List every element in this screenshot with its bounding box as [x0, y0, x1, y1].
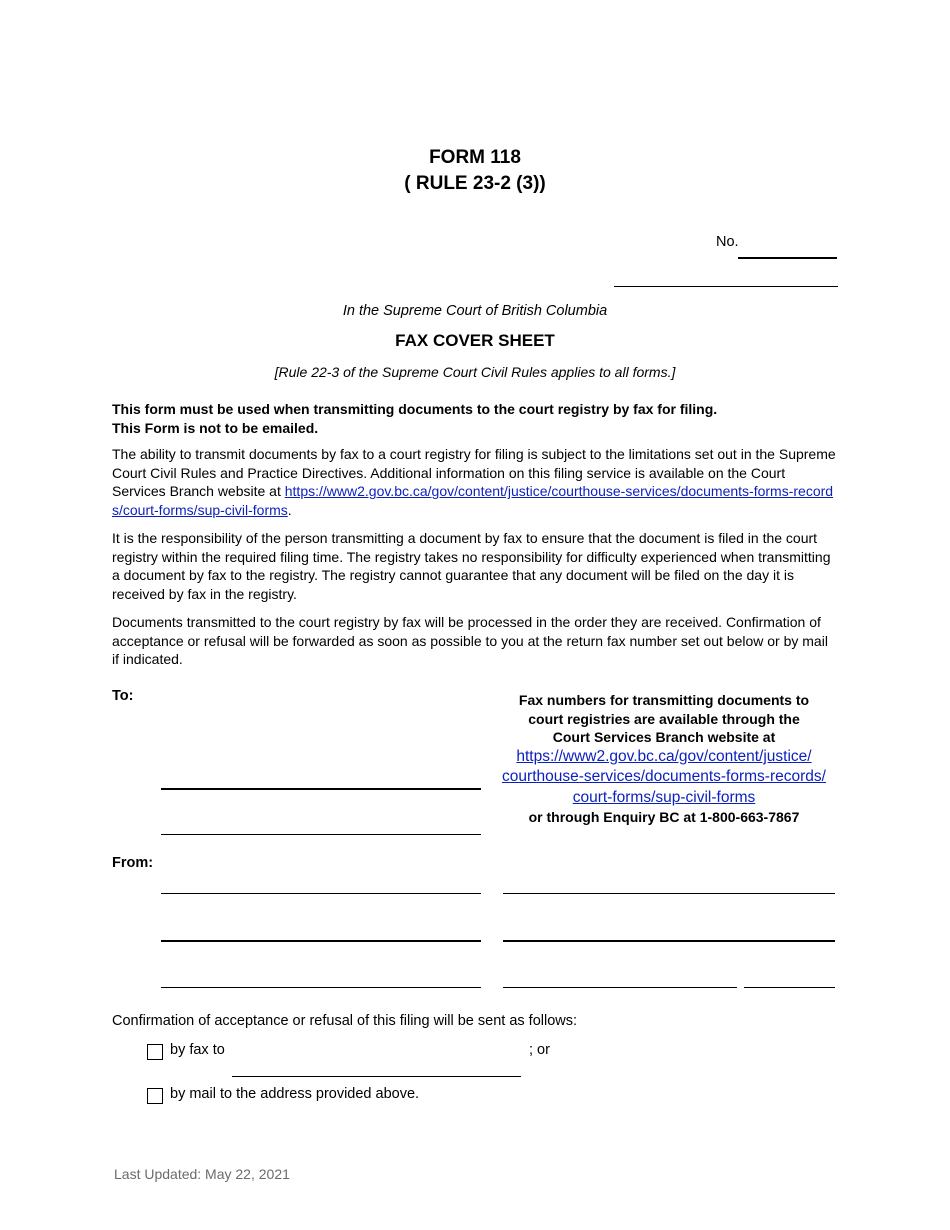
no-label: No.	[716, 234, 739, 250]
fax-info-link-2[interactable]: courthouse-services/documents-forms-records/	[502, 768, 826, 786]
from-field-line-3-left[interactable]	[161, 987, 481, 988]
from-field-line-1-left[interactable]	[161, 893, 481, 894]
return-fax-number-field[interactable]	[232, 1076, 521, 1077]
from-label: From:	[112, 855, 154, 871]
from-field-line-2-left[interactable]	[161, 940, 481, 942]
mail-option-checkbox[interactable]	[147, 1088, 163, 1104]
last-updated: Last Updated: May 22, 2021	[114, 1166, 290, 1182]
paragraph-processing: Documents transmitted to the court registry by fax will be processed in the order they are received. Confirmation of acceptance or refusal will be forwarded as soon as possible to you at the return fax number set out below or by mail if indicated.	[112, 614, 828, 668]
paragraph-1-end: .	[287, 501, 292, 518]
fax-info-line-4: or through Enquiry BC at 1-800-663-7867	[528, 809, 800, 826]
notice-line-2: This Form is not to be emailed.	[112, 420, 319, 436]
rule-note: [Rule 22-3 of the Supreme Court Civil Rules applies to all forms.]	[274, 364, 676, 380]
court-forms-link[interactable]: https://www2.gov.bc.ca/gov/content/justice/courthouse-services/documents-forms-records/court-forms/sup-civil-forms	[112, 483, 834, 518]
court-name: In the Supreme Court of British Columbia	[342, 303, 608, 319]
fax-info-line-1: Fax numbers for transmitting documents to	[518, 692, 810, 708]
to-field-line-1[interactable]	[161, 788, 481, 790]
fax-info-line-3: Court Services Branch website at	[552, 729, 776, 746]
from-field-line-3-right[interactable]	[744, 987, 835, 988]
form-rule: ( RULE 23-2 (3))	[404, 173, 546, 194]
document-title: FAX COVER SHEET	[395, 331, 555, 350]
fax-option-checkbox[interactable]	[147, 1044, 163, 1060]
fax-info-line-2: court registries are available through the	[528, 710, 800, 727]
paragraph-responsibility: It is the responsibility of the person transmitting a document by fax to ensure that the document is filed in the court registry within the required filing time. The registry takes no responsibility for difficulty experienced when transmitting a document by fax to the registry. The registry cannot guarantee that any document will be filed on the day it is received by fax in the registry.	[112, 530, 831, 602]
from-field-line-3-middle[interactable]	[503, 987, 737, 988]
from-field-line-1-right[interactable]	[503, 893, 835, 894]
or-text: ; or	[529, 1042, 550, 1058]
from-field-line-2-right[interactable]	[503, 940, 835, 942]
notice-line-1: This form must be used when transmitting documents to the court registry by fax for filing.	[112, 401, 718, 417]
fax-info-link-3[interactable]: court-forms/sup-civil-forms	[572, 788, 756, 806]
mail-option-label: by mail to the address provided above.	[170, 1086, 420, 1102]
no-field[interactable]	[738, 257, 837, 259]
form-number: FORM 118	[429, 147, 521, 168]
style-of-proceeding-line[interactable]	[614, 286, 838, 287]
fax-option-label: by fax to	[170, 1042, 225, 1058]
paragraph-fax-limitations	[112, 445, 838, 519]
confirmation-intro: Confirmation of acceptance or refusal of this filing will be sent as follows:	[112, 1013, 578, 1029]
paragraph-1-text: The ability to transmit documents by fax to a court registry for filing is subject to the limitations set out in the Supreme Court Civil Rules and Practice Directives. Additional information on this filing service is available on the Court Services Branch website at	[112, 446, 836, 500]
to-label: To:	[112, 688, 134, 704]
fax-numbers-info	[494, 691, 834, 827]
fax-info-link-1[interactable]: https://www2.gov.bc.ca/gov/content/justice/	[516, 747, 812, 765]
to-field-line-2[interactable]	[161, 834, 481, 835]
